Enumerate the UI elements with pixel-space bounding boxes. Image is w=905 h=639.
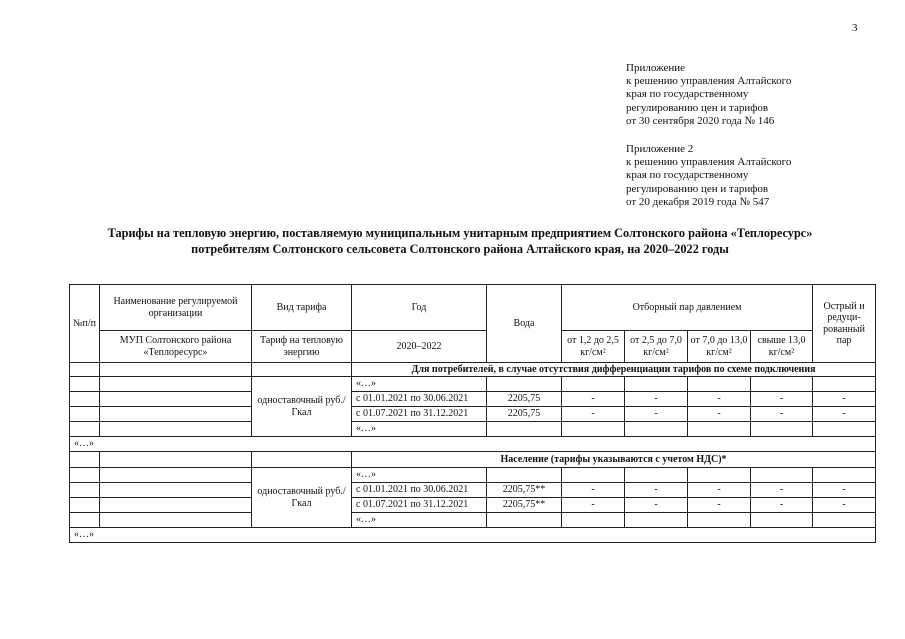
dash-cell: - xyxy=(688,392,751,407)
ellipsis: «…» xyxy=(352,468,487,483)
ellipsis: «…» xyxy=(352,422,487,437)
dash-cell: - xyxy=(813,483,876,498)
appendix-2-block xyxy=(626,143,791,209)
header-sharp-steam: Острый и редуци-рованный пар xyxy=(813,285,876,363)
appendix-line: к решению управления Алтайского xyxy=(626,75,792,88)
period-cell: с 01.07.2021 по 31.12.2021 xyxy=(352,498,487,513)
water-value-cell: 2205,75 xyxy=(487,392,562,407)
title-line-1: Тарифы на тепловую энергию, поставляемую муниципальным унитарным предприятием Солтонского района «Теплоресурс» xyxy=(107,226,813,240)
page-number: 3 xyxy=(852,22,858,34)
table-row xyxy=(70,407,876,422)
header-steam-1: от 1,2 до 2,5 кг/см² xyxy=(562,331,625,363)
dash-cell: - xyxy=(625,407,688,422)
appendix-line: края по государственному xyxy=(626,88,749,101)
dash-cell: - xyxy=(625,498,688,513)
header-steam-4: свыше 13,0 кг/см² xyxy=(751,331,813,363)
appendix-line: от 30 сентября 2020 года № 146 xyxy=(626,114,775,127)
section-1-title: Для потребителей, в случае отсутствия дифференциации тарифов по схеме подключения xyxy=(352,363,876,377)
dash-cell: - xyxy=(751,483,813,498)
dash-cell: - xyxy=(813,407,876,422)
period-cell: с 01.07.2021 по 31.12.2021 xyxy=(352,407,487,422)
period-cell: с 01.01.2021 по 30.06.2021 xyxy=(352,483,487,498)
dash-cell: - xyxy=(688,483,751,498)
appendix-line: Приложение xyxy=(626,62,686,74)
header-year: Год xyxy=(352,285,487,331)
ellipsis: «…» xyxy=(352,377,487,392)
dash-cell: - xyxy=(751,392,813,407)
tariff-table xyxy=(69,284,876,543)
appendix-line: регулированию цен и тарифов xyxy=(626,182,769,195)
table-row xyxy=(70,483,876,498)
appendix-line: края по государственному xyxy=(626,169,749,182)
section-2-tariff-label: одноставочный руб./Гкал xyxy=(252,468,352,528)
dash-cell: - xyxy=(625,483,688,498)
water-value-cell: 2205,75** xyxy=(487,498,562,513)
header-steam: Отборный пар давлением xyxy=(562,285,813,331)
document-title xyxy=(60,226,860,257)
dash-cell: - xyxy=(688,498,751,513)
dash-cell: - xyxy=(562,483,625,498)
dash-cell: - xyxy=(625,392,688,407)
appendix-line: к решению управления Алтайского xyxy=(626,156,792,169)
header-org: Наименование регулируемой организации xyxy=(100,285,252,331)
appendix-line: Приложение 2 xyxy=(626,143,694,155)
appendix-line: от 20 декабря 2019 года № 547 xyxy=(626,195,770,208)
dash-cell: - xyxy=(813,498,876,513)
ellipsis-row: «…» xyxy=(70,528,876,543)
header-steam-2: от 2,5 до 7,0 кг/см² xyxy=(625,331,688,363)
header-water: Вода xyxy=(487,285,562,363)
header-steam-3: от 7,0 до 13,0 кг/см² xyxy=(688,331,751,363)
dash-cell: - xyxy=(751,498,813,513)
year-cell: 2020–2022 xyxy=(352,331,487,363)
dash-cell: - xyxy=(688,407,751,422)
dash-cell: - xyxy=(562,498,625,513)
dash-cell: - xyxy=(813,392,876,407)
dash-cell: - xyxy=(562,392,625,407)
header-num: №п/п xyxy=(70,285,100,363)
water-value-cell: 2205,75 xyxy=(487,407,562,422)
header-tariff-type: Вид тарифа xyxy=(252,285,352,331)
dash-cell: - xyxy=(562,407,625,422)
period-cell: с 01.01.2021 по 30.06.2021 xyxy=(352,392,487,407)
dash-cell: - xyxy=(751,407,813,422)
table-row xyxy=(70,392,876,407)
section-1-tariff-label: одноставочный руб./Гкал xyxy=(252,377,352,437)
section-2-title: Население (тарифы указываются с учетом НДС)* xyxy=(352,452,876,468)
water-value-cell: 2205,75** xyxy=(487,483,562,498)
appendix-line: регулированию цен и тарифов xyxy=(626,101,769,114)
table-row xyxy=(70,498,876,513)
title-line-2: потребителям Солтонского сельсовета Солтонского района Алтайского края, на 2020–2022 годы xyxy=(191,241,729,256)
ellipsis-row: «…» xyxy=(70,437,876,452)
tariff-type-cell: Тариф на тепловую энергию xyxy=(252,331,352,363)
org-name-cell: МУП Солтонского района «Теплоресурс» xyxy=(100,331,252,363)
appendix-1-block xyxy=(626,62,791,128)
ellipsis: «…» xyxy=(352,513,487,528)
